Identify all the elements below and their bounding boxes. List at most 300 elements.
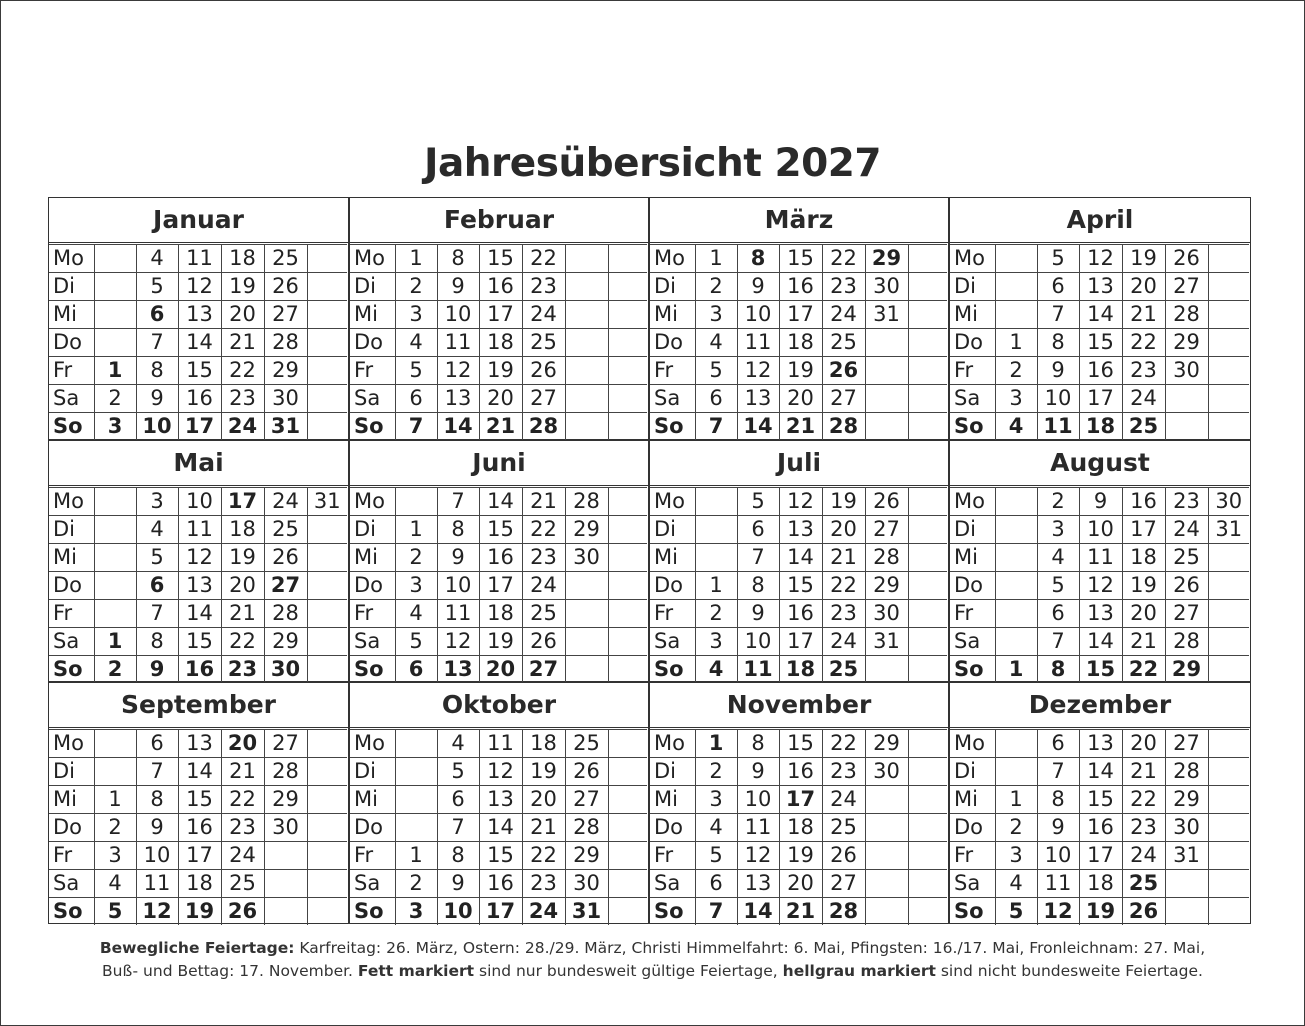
day-cell: 7 xyxy=(695,413,737,441)
day-cell xyxy=(94,301,136,329)
weekday-row xyxy=(950,301,1249,329)
day-cell: 18 xyxy=(779,814,822,842)
weekday-label: Sa xyxy=(950,628,995,656)
weekday-label: Fr xyxy=(350,600,395,628)
day-cell: 23 xyxy=(522,273,565,301)
day-cell: 1 xyxy=(995,786,1037,814)
weekday-label: Fr xyxy=(950,600,995,628)
weekday-label: Sa xyxy=(350,385,395,413)
day-cell xyxy=(865,814,908,842)
month-day-table xyxy=(650,487,947,683)
weekday-row xyxy=(950,273,1249,301)
day-cell: 5 xyxy=(695,357,737,385)
weekday-row xyxy=(49,245,347,273)
day-cell xyxy=(1165,898,1208,926)
weekday-label: Do xyxy=(350,329,395,357)
day-cell: 6 xyxy=(695,385,737,413)
day-cell: 23 xyxy=(522,544,565,572)
day-cell: 12 xyxy=(136,898,178,926)
day-cell: 12 xyxy=(1079,572,1122,600)
day-cell xyxy=(395,814,437,842)
day-cell: 22 xyxy=(1122,329,1165,357)
day-cell: 24 xyxy=(522,301,565,329)
weekday-label: Di xyxy=(350,758,395,786)
day-cell xyxy=(908,301,947,329)
day-cell: 23 xyxy=(1165,488,1208,516)
day-cell: 22 xyxy=(522,842,565,870)
day-cell: 1 xyxy=(695,572,737,600)
weekday-row xyxy=(950,516,1249,544)
weekday-label: Do xyxy=(650,329,695,357)
day-cell: 27 xyxy=(822,385,865,413)
day-cell xyxy=(307,245,347,273)
weekday-label: Fr xyxy=(650,842,695,870)
weekday-label: Di xyxy=(49,758,94,786)
day-cell xyxy=(307,600,347,628)
weekday-row xyxy=(650,385,947,413)
day-cell: 8 xyxy=(136,357,178,385)
day-cell xyxy=(908,758,947,786)
day-cell: 30 xyxy=(865,758,908,786)
day-cell xyxy=(908,385,947,413)
day-cell: 9 xyxy=(737,600,779,628)
day-cell: 8 xyxy=(737,572,779,600)
weekday-row xyxy=(49,786,347,814)
day-cell: 19 xyxy=(479,628,522,656)
day-cell: 15 xyxy=(479,842,522,870)
day-cell: 22 xyxy=(221,628,264,656)
weekday-row xyxy=(950,786,1249,814)
weekday-label: Mi xyxy=(49,301,94,329)
weekday-row xyxy=(650,329,947,357)
day-cell xyxy=(865,357,908,385)
weekday-row xyxy=(650,516,947,544)
day-cell: 13 xyxy=(178,572,221,600)
weekday-row xyxy=(49,730,347,758)
day-cell xyxy=(94,516,136,544)
day-cell: 5 xyxy=(437,758,479,786)
day-cell: 4 xyxy=(395,600,437,628)
day-cell xyxy=(608,301,647,329)
day-cell: 28 xyxy=(1165,301,1208,329)
weekday-row xyxy=(650,488,947,516)
weekday-row xyxy=(350,730,647,758)
day-cell: 20 xyxy=(1122,730,1165,758)
month-block xyxy=(48,682,349,924)
day-cell xyxy=(94,273,136,301)
weekday-label: Sa xyxy=(350,870,395,898)
day-cell: 9 xyxy=(136,385,178,413)
day-cell: 28 xyxy=(264,758,307,786)
month-block xyxy=(48,197,349,440)
month-day-table xyxy=(950,729,1249,925)
day-cell: 31 xyxy=(865,301,908,329)
day-cell xyxy=(264,842,307,870)
day-cell xyxy=(307,898,347,926)
weekday-row xyxy=(950,898,1249,926)
day-cell: 21 xyxy=(779,413,822,441)
day-cell: 1 xyxy=(695,245,737,273)
day-cell: 22 xyxy=(822,572,865,600)
day-cell: 3 xyxy=(695,301,737,329)
day-cell xyxy=(94,245,136,273)
day-cell: 10 xyxy=(1037,385,1079,413)
day-cell: 7 xyxy=(437,814,479,842)
month-name: März xyxy=(650,198,948,243)
weekday-label: Di xyxy=(49,273,94,301)
day-cell: 18 xyxy=(522,730,565,758)
weekday-row xyxy=(350,245,647,273)
day-cell xyxy=(908,730,947,758)
day-cell: 25 xyxy=(522,600,565,628)
day-cell xyxy=(608,273,647,301)
weekday-row xyxy=(650,544,947,572)
day-cell: 17 xyxy=(779,301,822,329)
day-cell: 9 xyxy=(1079,488,1122,516)
day-cell: 28 xyxy=(565,488,608,516)
day-cell xyxy=(565,273,608,301)
weekday-label: Fr xyxy=(650,600,695,628)
weekday-label: So xyxy=(49,656,94,684)
day-cell: 24 xyxy=(822,301,865,329)
day-cell: 29 xyxy=(565,516,608,544)
day-cell xyxy=(995,488,1037,516)
day-cell xyxy=(1208,600,1249,628)
weekday-label: Sa xyxy=(650,628,695,656)
day-cell: 23 xyxy=(1122,814,1165,842)
weekday-row xyxy=(350,385,647,413)
weekday-row xyxy=(350,572,647,600)
day-cell xyxy=(1208,870,1249,898)
day-cell: 20 xyxy=(221,730,264,758)
day-cell: 21 xyxy=(1122,758,1165,786)
day-cell: 26 xyxy=(565,758,608,786)
day-cell xyxy=(608,413,647,441)
day-cell: 16 xyxy=(1122,488,1165,516)
footnote-line-2 xyxy=(0,960,1305,983)
weekday-label: Di xyxy=(950,273,995,301)
day-cell: 25 xyxy=(1165,544,1208,572)
weekday-row xyxy=(350,758,647,786)
day-cell xyxy=(608,544,647,572)
day-cell: 5 xyxy=(1037,245,1079,273)
day-cell: 10 xyxy=(1079,516,1122,544)
weekday-label: Mi xyxy=(650,301,695,329)
day-cell: 17 xyxy=(1122,516,1165,544)
day-cell: 24 xyxy=(1122,842,1165,870)
day-cell xyxy=(307,758,347,786)
day-cell: 4 xyxy=(136,245,178,273)
day-cell: 18 xyxy=(779,329,822,357)
day-cell: 24 xyxy=(522,572,565,600)
day-cell: 25 xyxy=(264,516,307,544)
day-cell: 4 xyxy=(995,870,1037,898)
weekday-label: Sa xyxy=(49,870,94,898)
weekday-label: Mo xyxy=(49,245,94,273)
day-cell: 10 xyxy=(1037,842,1079,870)
day-cell: 4 xyxy=(437,730,479,758)
weekday-label: So xyxy=(350,656,395,684)
day-cell: 3 xyxy=(395,898,437,926)
weekday-row xyxy=(49,758,347,786)
day-cell: 16 xyxy=(1079,814,1122,842)
weekday-row xyxy=(49,572,347,600)
day-cell: 19 xyxy=(779,357,822,385)
day-cell: 5 xyxy=(136,273,178,301)
weekday-row xyxy=(950,842,1249,870)
weekday-label: Fr xyxy=(650,357,695,385)
day-cell xyxy=(608,329,647,357)
day-cell xyxy=(908,413,947,441)
weekday-label: Mi xyxy=(650,544,695,572)
day-cell xyxy=(608,656,647,684)
day-cell: 6 xyxy=(695,870,737,898)
day-cell: 27 xyxy=(522,385,565,413)
day-cell: 28 xyxy=(565,814,608,842)
day-cell xyxy=(865,870,908,898)
day-cell: 5 xyxy=(395,357,437,385)
day-cell: 9 xyxy=(737,273,779,301)
day-cell: 12 xyxy=(737,357,779,385)
day-cell: 26 xyxy=(1165,572,1208,600)
day-cell: 6 xyxy=(136,301,178,329)
day-cell: 21 xyxy=(822,544,865,572)
day-cell xyxy=(995,544,1037,572)
day-cell xyxy=(995,245,1037,273)
day-cell xyxy=(1165,413,1208,441)
day-cell: 23 xyxy=(822,273,865,301)
day-cell: 19 xyxy=(178,898,221,926)
day-cell: 16 xyxy=(1079,357,1122,385)
day-cell: 6 xyxy=(1037,600,1079,628)
weekday-label: Di xyxy=(650,516,695,544)
day-cell: 25 xyxy=(1122,870,1165,898)
weekday-label: Fr xyxy=(49,842,94,870)
day-cell: 14 xyxy=(479,488,522,516)
weekday-label: Mi xyxy=(950,301,995,329)
day-cell xyxy=(995,516,1037,544)
day-cell: 17 xyxy=(479,301,522,329)
day-cell: 28 xyxy=(1165,758,1208,786)
day-cell: 19 xyxy=(1122,245,1165,273)
weekday-label: Mi xyxy=(650,786,695,814)
day-cell: 1 xyxy=(395,516,437,544)
day-cell: 11 xyxy=(437,600,479,628)
day-cell: 31 xyxy=(264,413,307,441)
day-cell: 21 xyxy=(1122,301,1165,329)
day-cell xyxy=(565,572,608,600)
day-cell: 6 xyxy=(737,516,779,544)
month-block xyxy=(48,440,349,682)
day-cell: 26 xyxy=(221,898,264,926)
day-cell: 10 xyxy=(437,898,479,926)
day-cell xyxy=(395,488,437,516)
day-cell: 29 xyxy=(865,245,908,273)
day-cell: 30 xyxy=(865,273,908,301)
day-cell: 15 xyxy=(1079,329,1122,357)
day-cell: 17 xyxy=(479,898,522,926)
day-cell: 6 xyxy=(136,572,178,600)
day-cell xyxy=(565,628,608,656)
day-cell: 2 xyxy=(695,758,737,786)
weekday-row xyxy=(350,870,647,898)
day-cell: 16 xyxy=(479,273,522,301)
weekday-label: Do xyxy=(650,572,695,600)
day-cell: 17 xyxy=(779,786,822,814)
day-cell xyxy=(94,758,136,786)
day-cell: 2 xyxy=(695,600,737,628)
weekday-label: So xyxy=(49,898,94,926)
day-cell xyxy=(1208,758,1249,786)
day-cell: 11 xyxy=(737,329,779,357)
day-cell: 11 xyxy=(737,656,779,684)
day-cell: 6 xyxy=(395,385,437,413)
day-cell: 4 xyxy=(395,329,437,357)
weekday-row xyxy=(950,572,1249,600)
day-cell: 19 xyxy=(1122,572,1165,600)
weekday-label: Do xyxy=(49,572,94,600)
footnote-segment: sind nur bundesweit gültige Feiertage, xyxy=(474,962,783,980)
day-cell: 29 xyxy=(264,628,307,656)
day-cell: 18 xyxy=(1079,413,1122,441)
day-cell: 27 xyxy=(865,516,908,544)
month-day-table xyxy=(950,487,1249,683)
day-cell xyxy=(608,898,647,926)
day-cell: 12 xyxy=(479,758,522,786)
day-cell: 27 xyxy=(822,870,865,898)
day-cell: 27 xyxy=(1165,600,1208,628)
day-cell: 9 xyxy=(136,656,178,684)
weekday-label: So xyxy=(650,413,695,441)
day-cell: 6 xyxy=(437,786,479,814)
day-cell: 1 xyxy=(395,842,437,870)
month-name: November xyxy=(650,683,948,728)
month-block xyxy=(949,682,1251,924)
day-cell xyxy=(1165,870,1208,898)
month-day-table xyxy=(350,244,647,440)
weekday-row xyxy=(350,488,647,516)
day-cell: 21 xyxy=(221,329,264,357)
day-cell: 5 xyxy=(737,488,779,516)
day-cell: 13 xyxy=(1079,600,1122,628)
month-block xyxy=(949,440,1251,682)
day-cell: 5 xyxy=(695,842,737,870)
day-cell xyxy=(695,544,737,572)
day-cell xyxy=(565,245,608,273)
month-name: Juli xyxy=(650,441,948,486)
day-cell xyxy=(1208,730,1249,758)
day-cell: 27 xyxy=(264,572,307,600)
day-cell xyxy=(908,842,947,870)
day-cell: 2 xyxy=(995,357,1037,385)
day-cell: 21 xyxy=(221,600,264,628)
weekday-row xyxy=(950,758,1249,786)
weekday-label: Di xyxy=(650,273,695,301)
day-cell: 3 xyxy=(395,301,437,329)
day-cell: 4 xyxy=(695,329,737,357)
weekday-label: Fr xyxy=(350,357,395,385)
day-cell: 24 xyxy=(221,842,264,870)
day-cell: 27 xyxy=(565,786,608,814)
day-cell: 15 xyxy=(1079,656,1122,684)
day-cell: 5 xyxy=(395,628,437,656)
day-cell: 1 xyxy=(995,656,1037,684)
day-cell xyxy=(608,600,647,628)
day-cell: 11 xyxy=(479,730,522,758)
year-calendar-grid xyxy=(48,197,1251,924)
day-cell: 15 xyxy=(178,628,221,656)
day-cell: 28 xyxy=(1165,628,1208,656)
weekday-row xyxy=(49,413,347,441)
month-name: Februar xyxy=(350,198,648,243)
day-cell xyxy=(908,628,947,656)
day-cell xyxy=(865,329,908,357)
day-cell xyxy=(908,870,947,898)
day-cell: 17 xyxy=(221,488,264,516)
day-cell: 6 xyxy=(1037,273,1079,301)
day-cell xyxy=(565,385,608,413)
day-cell xyxy=(395,758,437,786)
weekday-label: Sa xyxy=(49,385,94,413)
day-cell: 26 xyxy=(822,842,865,870)
day-cell: 8 xyxy=(1037,329,1079,357)
day-cell xyxy=(94,730,136,758)
day-cell xyxy=(608,488,647,516)
weekday-label: So xyxy=(350,898,395,926)
day-cell xyxy=(94,600,136,628)
day-cell: 17 xyxy=(178,842,221,870)
day-cell: 14 xyxy=(737,413,779,441)
day-cell: 18 xyxy=(221,516,264,544)
day-cell xyxy=(94,329,136,357)
day-cell: 11 xyxy=(437,329,479,357)
weekday-row xyxy=(350,329,647,357)
day-cell xyxy=(1208,572,1249,600)
day-cell: 6 xyxy=(136,730,178,758)
day-cell: 15 xyxy=(779,572,822,600)
weekday-label: Fr xyxy=(49,357,94,385)
weekday-label: Fr xyxy=(950,842,995,870)
weekday-label: Di xyxy=(950,758,995,786)
day-cell: 26 xyxy=(264,544,307,572)
day-cell xyxy=(94,544,136,572)
day-cell xyxy=(608,628,647,656)
day-cell: 19 xyxy=(779,842,822,870)
day-cell xyxy=(865,385,908,413)
weekday-label: Mo xyxy=(350,730,395,758)
day-cell: 4 xyxy=(695,656,737,684)
day-cell: 2 xyxy=(94,656,136,684)
day-cell: 25 xyxy=(1122,413,1165,441)
day-cell: 29 xyxy=(264,786,307,814)
day-cell: 4 xyxy=(995,413,1037,441)
footnote-segment: hellgrau markiert xyxy=(782,962,936,980)
day-cell: 31 xyxy=(1165,842,1208,870)
day-cell xyxy=(995,273,1037,301)
day-cell: 21 xyxy=(479,413,522,441)
day-cell: 11 xyxy=(1079,544,1122,572)
day-cell xyxy=(908,572,947,600)
day-cell: 19 xyxy=(221,544,264,572)
day-cell: 30 xyxy=(264,656,307,684)
day-cell: 10 xyxy=(737,301,779,329)
weekday-row xyxy=(650,301,947,329)
day-cell: 13 xyxy=(437,385,479,413)
weekday-row xyxy=(49,628,347,656)
day-cell xyxy=(264,870,307,898)
month-day-table xyxy=(950,244,1249,440)
day-cell: 15 xyxy=(779,245,822,273)
